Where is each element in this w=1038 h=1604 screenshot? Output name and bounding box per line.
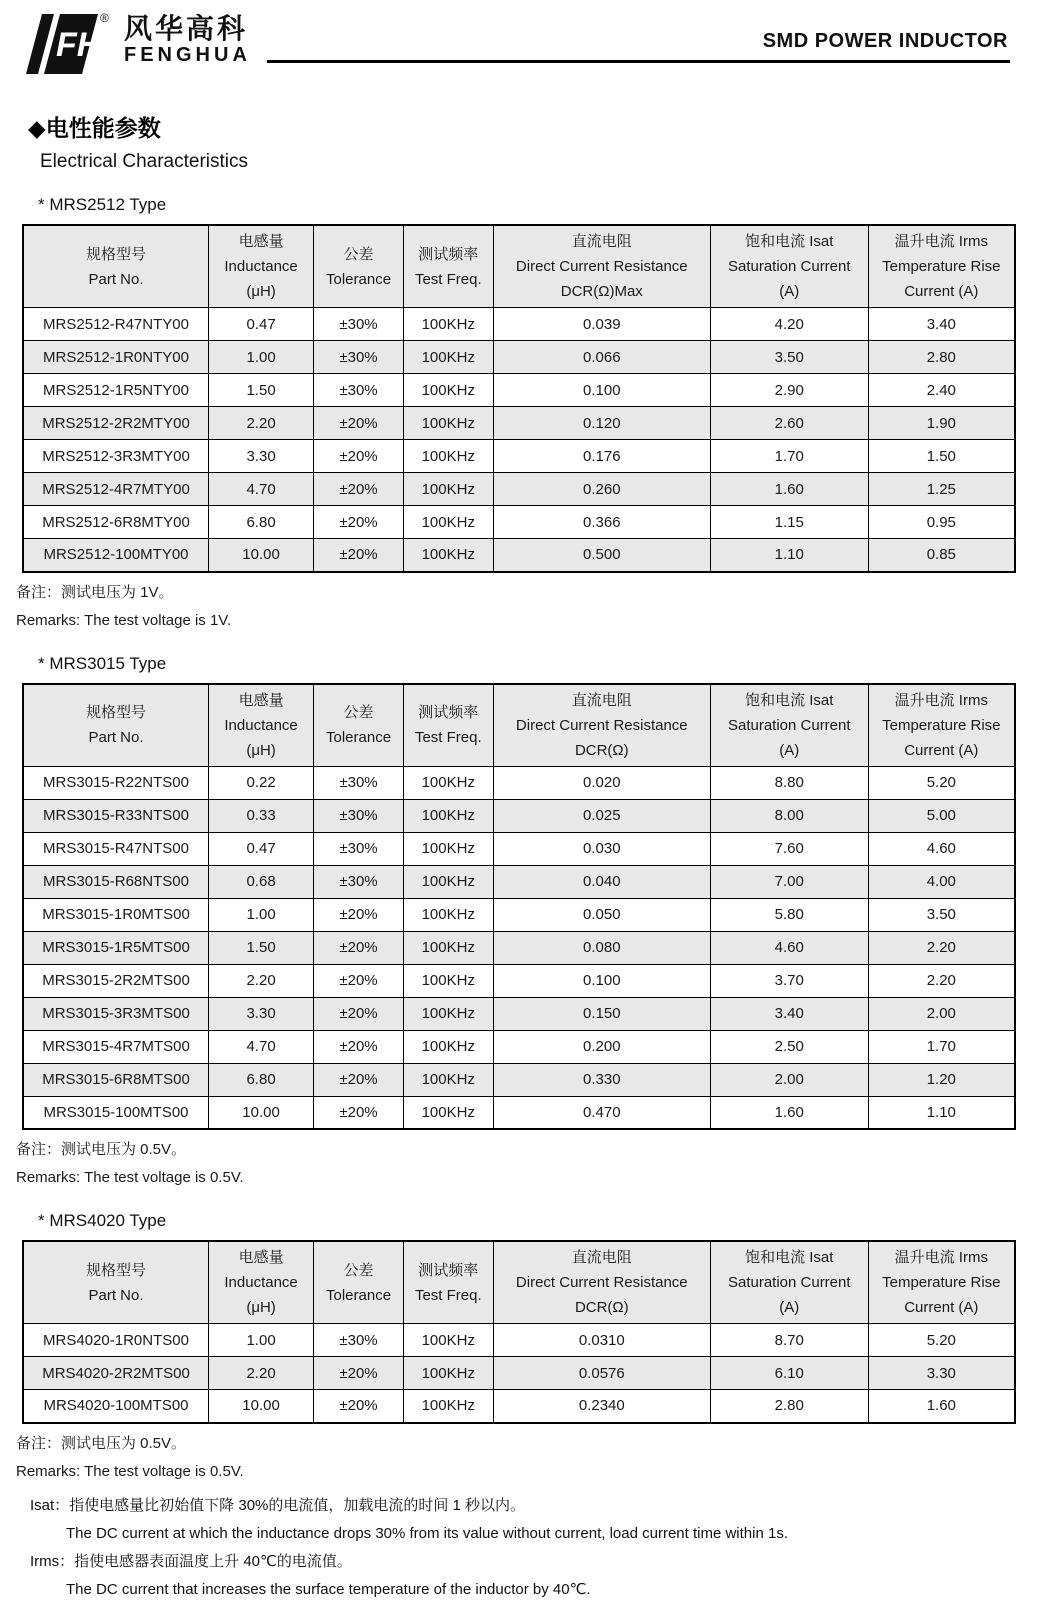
table-cell: 100KHz [403, 539, 493, 572]
table-cell: MRS3015-1R5MTS00 [23, 931, 209, 964]
logo-chinese-name: 风华高科 [124, 13, 249, 44]
table-cell: 3.70 [710, 964, 868, 997]
column-header: 直流电阻 Direct Current Resistance DCR(Ω) [493, 1241, 710, 1324]
table-row [23, 407, 1015, 440]
table-cell: MRS2512-4R7MTY00 [23, 473, 209, 506]
section-title-cn: ◆电性能参数 [28, 115, 161, 141]
table-cell: 1.70 [710, 440, 868, 473]
table-cell: 1.10 [710, 539, 868, 572]
table-cell: 6.10 [710, 1357, 868, 1390]
table-cell: MRS2512-3R3MTY00 [23, 440, 209, 473]
section-title-en: Electrical Characteristics [40, 151, 248, 172]
table-cell: 100KHz [403, 931, 493, 964]
table-cell: 0.500 [493, 539, 710, 572]
table-cell: 7.60 [710, 832, 868, 865]
doc-title: SMD POWER INDUCTOR [762, 30, 1008, 52]
table-cell: 3.30 [868, 1357, 1015, 1390]
column-header: 规格型号 Part No. [23, 684, 209, 767]
table-row [23, 374, 1015, 407]
remark-en-mrs2512: Remarks: The test voltage is 1V. [16, 611, 232, 629]
table-cell: 0.100 [493, 964, 710, 997]
table-row [23, 766, 1015, 799]
type-label-mrs2512: * MRS2512 Type [38, 195, 167, 214]
remark-en-mrs3015: Remarks: The test voltage is 0.5V. [16, 1169, 244, 1186]
table-cell: MRS3015-2R2MTS00 [23, 964, 209, 997]
table-cell: 4.20 [710, 308, 868, 341]
table-cell: 0.366 [493, 506, 710, 539]
table-cell: 100KHz [403, 799, 493, 832]
table-cell: 2.20 [209, 964, 314, 997]
table-cell: 1.90 [868, 407, 1015, 440]
table-cell: 8.80 [710, 766, 868, 799]
column-header: 饱和电流 Isat Saturation Current (A) [710, 225, 868, 308]
table-cell: 0.68 [209, 865, 314, 898]
doc-header [0, 0, 1038, 78]
footnotes [30, 1492, 1038, 1604]
column-header: 直流电阻 Direct Current Resistance DCR(Ω) [493, 684, 710, 767]
table-cell: ±20% [314, 440, 404, 473]
remark-cn-mrs4020: 备注：测试电压为 0.5V。 [16, 1434, 187, 1452]
table-cell: 2.00 [710, 1063, 868, 1096]
table-cell: 0.039 [493, 308, 710, 341]
table-cell: ±20% [314, 539, 404, 572]
column-header: 温升电流 Irms Temperature Rise Current (A) [868, 225, 1015, 308]
table-cell: 0.020 [493, 766, 710, 799]
table-cell: 4.60 [710, 931, 868, 964]
logo-text [124, 10, 251, 66]
table-block-mrs3015 [14, 654, 1038, 1190]
table-cell: 2.20 [868, 964, 1015, 997]
table-cell: ±20% [314, 407, 404, 440]
table-cell: 2.80 [868, 341, 1015, 374]
table-cell: 1.15 [710, 506, 868, 539]
table-cell: 0.85 [868, 539, 1015, 572]
table-cell: 100KHz [403, 1030, 493, 1063]
header-row [23, 225, 1015, 308]
table-cell: MRS3015-4R7MTS00 [23, 1030, 209, 1063]
type-label-mrs3015: * MRS3015 Type [38, 653, 167, 673]
column-header: 电感量 Inductance (μH) [209, 684, 314, 767]
table-cell: 1.10 [868, 1096, 1015, 1129]
table-cell: 1.00 [209, 1324, 314, 1357]
column-header: 直流电阻 Direct Current Resistance DCR(Ω)Max [493, 225, 710, 308]
footnote-isat-en: The DC current at which the inductance drops 30% from its value without current, load current time within 1s. [66, 1524, 788, 1542]
table-cell: 8.70 [710, 1324, 868, 1357]
column-header: 测试频率 Test Freq. [403, 684, 493, 767]
table-cell: 0.200 [493, 1030, 710, 1063]
table-cell: 4.70 [209, 473, 314, 506]
table-cell: 100KHz [403, 1324, 493, 1357]
table-cell: 0.260 [493, 473, 710, 506]
table-cell: ±30% [314, 832, 404, 865]
table-cell: MRS3015-R22NTS00 [23, 766, 209, 799]
column-header: 温升电流 Irms Temperature Rise Current (A) [868, 1241, 1015, 1324]
column-header: 电感量 Inductance (μH) [209, 1241, 314, 1324]
table-cell: ±30% [314, 799, 404, 832]
column-header: 规格型号 Part No. [23, 1241, 209, 1324]
table-row [23, 341, 1015, 374]
table-cell: MRS2512-R47NTY00 [23, 308, 209, 341]
table-cell: 0.176 [493, 440, 710, 473]
table-cell: ±20% [314, 1030, 404, 1063]
table-row [23, 964, 1015, 997]
table-cell: 1.60 [710, 1096, 868, 1129]
table-cell: ±20% [314, 1390, 404, 1423]
table-cell: 5.20 [868, 766, 1015, 799]
table-cell: MRS3015-1R0MTS00 [23, 898, 209, 931]
table-row [23, 799, 1015, 832]
table-row [23, 1030, 1015, 1063]
footnote-irms-en: The DC current that increases the surface temperature of the inductor by 40℃. [66, 1580, 591, 1598]
column-header: 公差 Tolerance [314, 1241, 404, 1324]
table-cell: 0.066 [493, 341, 710, 374]
table-row [23, 898, 1015, 931]
spec-table-mrs3015 [22, 683, 1016, 1131]
table-cell: 100KHz [403, 341, 493, 374]
table-row [23, 308, 1015, 341]
table-cell: ±20% [314, 964, 404, 997]
table-cell: 1.00 [209, 341, 314, 374]
table-cell: ±20% [314, 1063, 404, 1096]
table-cell: 1.50 [209, 374, 314, 407]
table-row [23, 1096, 1015, 1129]
table-cell: 100KHz [403, 308, 493, 341]
table-cell: ±20% [314, 1357, 404, 1390]
table-cell: ±20% [314, 506, 404, 539]
table-cell: 100KHz [403, 964, 493, 997]
table-row [23, 440, 1015, 473]
table-cell: 1.00 [209, 898, 314, 931]
table-cell: 2.40 [868, 374, 1015, 407]
table-cell: MRS2512-2R2MTY00 [23, 407, 209, 440]
column-header: 饱和电流 Isat Saturation Current (A) [710, 1241, 868, 1324]
column-header: 测试频率 Test Freq. [403, 225, 493, 308]
table-cell: MRS3015-3R3MTS00 [23, 997, 209, 1030]
table-cell: 100KHz [403, 1357, 493, 1390]
table-cell: ±20% [314, 1096, 404, 1129]
table-cell: 0.0310 [493, 1324, 710, 1357]
table-row [23, 931, 1015, 964]
table-cell: 0.080 [493, 931, 710, 964]
table-cell: 5.00 [868, 799, 1015, 832]
table-cell: 0.120 [493, 407, 710, 440]
table-cell: ±20% [314, 898, 404, 931]
column-header: 测试频率 Test Freq. [403, 1241, 493, 1324]
table-cell: 0.330 [493, 1063, 710, 1096]
table-cell: 100KHz [403, 473, 493, 506]
table-cell: 1.50 [209, 931, 314, 964]
table-cell: MRS2512-6R8MTY00 [23, 506, 209, 539]
table-cell: ±20% [314, 473, 404, 506]
table-row [23, 539, 1015, 572]
table-cell: 7.00 [710, 865, 868, 898]
table-cell: 1.50 [868, 440, 1015, 473]
spec-table-mrs2512 [22, 224, 1016, 573]
table-row [23, 1324, 1015, 1357]
table-cell: 0.95 [868, 506, 1015, 539]
table-cell: 1.25 [868, 473, 1015, 506]
column-header: 饱和电流 Isat Saturation Current (A) [710, 684, 868, 767]
table-cell: 10.00 [209, 539, 314, 572]
table-cell: MRS3015-R47NTS00 [23, 832, 209, 865]
table-cell: 6.80 [209, 506, 314, 539]
table-cell: MRS4020-100MTS00 [23, 1390, 209, 1423]
table-cell: 8.00 [710, 799, 868, 832]
table-cell: 5.20 [868, 1324, 1015, 1357]
column-header: 温升电流 Irms Temperature Rise Current (A) [868, 684, 1015, 767]
table-row [23, 1357, 1015, 1390]
table-cell: 1.60 [868, 1390, 1015, 1423]
table-cell: 100KHz [403, 997, 493, 1030]
table-row [23, 997, 1015, 1030]
table-cell: MRS4020-1R0NTS00 [23, 1324, 209, 1357]
table-cell: ±30% [314, 374, 404, 407]
table-cell: 100KHz [403, 1096, 493, 1129]
table-cell: 2.80 [710, 1390, 868, 1423]
table-cell: 2.20 [209, 1357, 314, 1390]
table-cell: 4.70 [209, 1030, 314, 1063]
table-row [23, 506, 1015, 539]
remark-en-mrs4020: Remarks: The test voltage is 0.5V. [16, 1462, 244, 1480]
table-cell: 0.2340 [493, 1390, 710, 1423]
column-header: 规格型号 Part No. [23, 225, 209, 308]
table-row [23, 832, 1015, 865]
table-cell: 3.30 [209, 997, 314, 1030]
table-cell: 1.70 [868, 1030, 1015, 1063]
table-cell: MRS3015-6R8MTS00 [23, 1063, 209, 1096]
table-cell: 6.80 [209, 1063, 314, 1096]
spec-table-mrs4020 [22, 1240, 1016, 1424]
table-cell: 10.00 [209, 1096, 314, 1129]
header-row [23, 684, 1015, 767]
table-cell: ±30% [314, 766, 404, 799]
table-cell: 3.30 [209, 440, 314, 473]
footnote-irms-cn: Irms：指使电感器表面温度上升 40℃的电流值。 [30, 1552, 352, 1570]
table-cell: 100KHz [403, 832, 493, 865]
table-cell: MRS4020-2R2MTS00 [23, 1357, 209, 1390]
footnote-isat-cn: Isat：指使电感量比初始值下降 30%的电流值，加载电流的时间 1 秒以内。 [30, 1496, 526, 1514]
table-cell: 100KHz [403, 865, 493, 898]
table-cell: 0.025 [493, 799, 710, 832]
table-cell: 3.50 [710, 341, 868, 374]
table-block-mrs4020 [14, 1211, 1038, 1483]
header-row [23, 1241, 1015, 1324]
table-cell: 100KHz [403, 898, 493, 931]
table-cell: 3.50 [868, 898, 1015, 931]
section-heading [28, 110, 1038, 173]
table-cell: 1.60 [710, 473, 868, 506]
table-row [23, 865, 1015, 898]
table-cell: 4.00 [868, 865, 1015, 898]
table-cell: MRS3015-100MTS00 [23, 1096, 209, 1129]
table-cell: 100KHz [403, 440, 493, 473]
table-cell: 0.470 [493, 1096, 710, 1129]
table-block-mrs2512 [14, 195, 1038, 632]
column-header: 公差 Tolerance [314, 684, 404, 767]
table-cell: 10.00 [209, 1390, 314, 1423]
table-cell: 0.33 [209, 799, 314, 832]
table-cell: MRS2512-1R5NTY00 [23, 374, 209, 407]
table-cell: 0.050 [493, 898, 710, 931]
table-cell: 100KHz [403, 506, 493, 539]
table-cell: 0.0576 [493, 1357, 710, 1390]
table-cell: 2.90 [710, 374, 868, 407]
content-area [0, 195, 1038, 1604]
table-cell: 0.030 [493, 832, 710, 865]
table-cell: 5.80 [710, 898, 868, 931]
table-cell: MRS2512-100MTY00 [23, 539, 209, 572]
table-cell: MRS3015-R33NTS00 [23, 799, 209, 832]
table-cell: 100KHz [403, 1390, 493, 1423]
table-cell: 100KHz [403, 1063, 493, 1096]
table-cell: 0.47 [209, 832, 314, 865]
table-cell: 100KHz [403, 374, 493, 407]
table-cell: 2.50 [710, 1030, 868, 1063]
table-cell: MRS2512-1R0NTY00 [23, 341, 209, 374]
header-right [267, 10, 1010, 63]
table-cell: 100KHz [403, 407, 493, 440]
table-cell: 0.150 [493, 997, 710, 1030]
remark-cn-mrs2512: 备注：测试电压为 1V。 [16, 583, 174, 601]
table-cell: 3.40 [868, 308, 1015, 341]
table-cell: 2.20 [209, 407, 314, 440]
table-cell: 0.22 [209, 766, 314, 799]
table-cell: ±30% [314, 1324, 404, 1357]
table-cell: 0.47 [209, 308, 314, 341]
table-cell: 0.040 [493, 865, 710, 898]
column-header: 公差 Tolerance [314, 225, 404, 308]
column-header: 电感量 Inductance (μH) [209, 225, 314, 308]
table-cell: 2.00 [868, 997, 1015, 1030]
fenghua-logo [20, 10, 251, 78]
table-cell: ±30% [314, 308, 404, 341]
logo-english-name: FENGHUA [124, 44, 251, 66]
table-cell: 1.20 [868, 1063, 1015, 1096]
fenghua-logo-icon [20, 10, 112, 78]
table-row [23, 1390, 1015, 1423]
table-cell: ±20% [314, 931, 404, 964]
remark-cn-mrs3015: 备注：测试电压为 0.5V。 [16, 1141, 187, 1158]
header-rule [267, 60, 1010, 63]
svg-text:FH: FH [56, 26, 102, 64]
table-cell: 100KHz [403, 766, 493, 799]
table-row [23, 1063, 1015, 1096]
table-cell: 2.20 [868, 931, 1015, 964]
registered-mark: ® [100, 11, 109, 25]
table-row [23, 473, 1015, 506]
table-cell: 0.100 [493, 374, 710, 407]
table-cell: ±20% [314, 997, 404, 1030]
table-cell: 4.60 [868, 832, 1015, 865]
table-cell: 2.60 [710, 407, 868, 440]
table-cell: ±30% [314, 865, 404, 898]
fenghua-logo-glyph [20, 10, 112, 78]
table-cell: 3.40 [710, 997, 868, 1030]
table-cell: ±30% [314, 341, 404, 374]
table-cell: MRS3015-R68NTS00 [23, 865, 209, 898]
type-label-mrs4020: * MRS4020 Type [38, 1211, 167, 1230]
